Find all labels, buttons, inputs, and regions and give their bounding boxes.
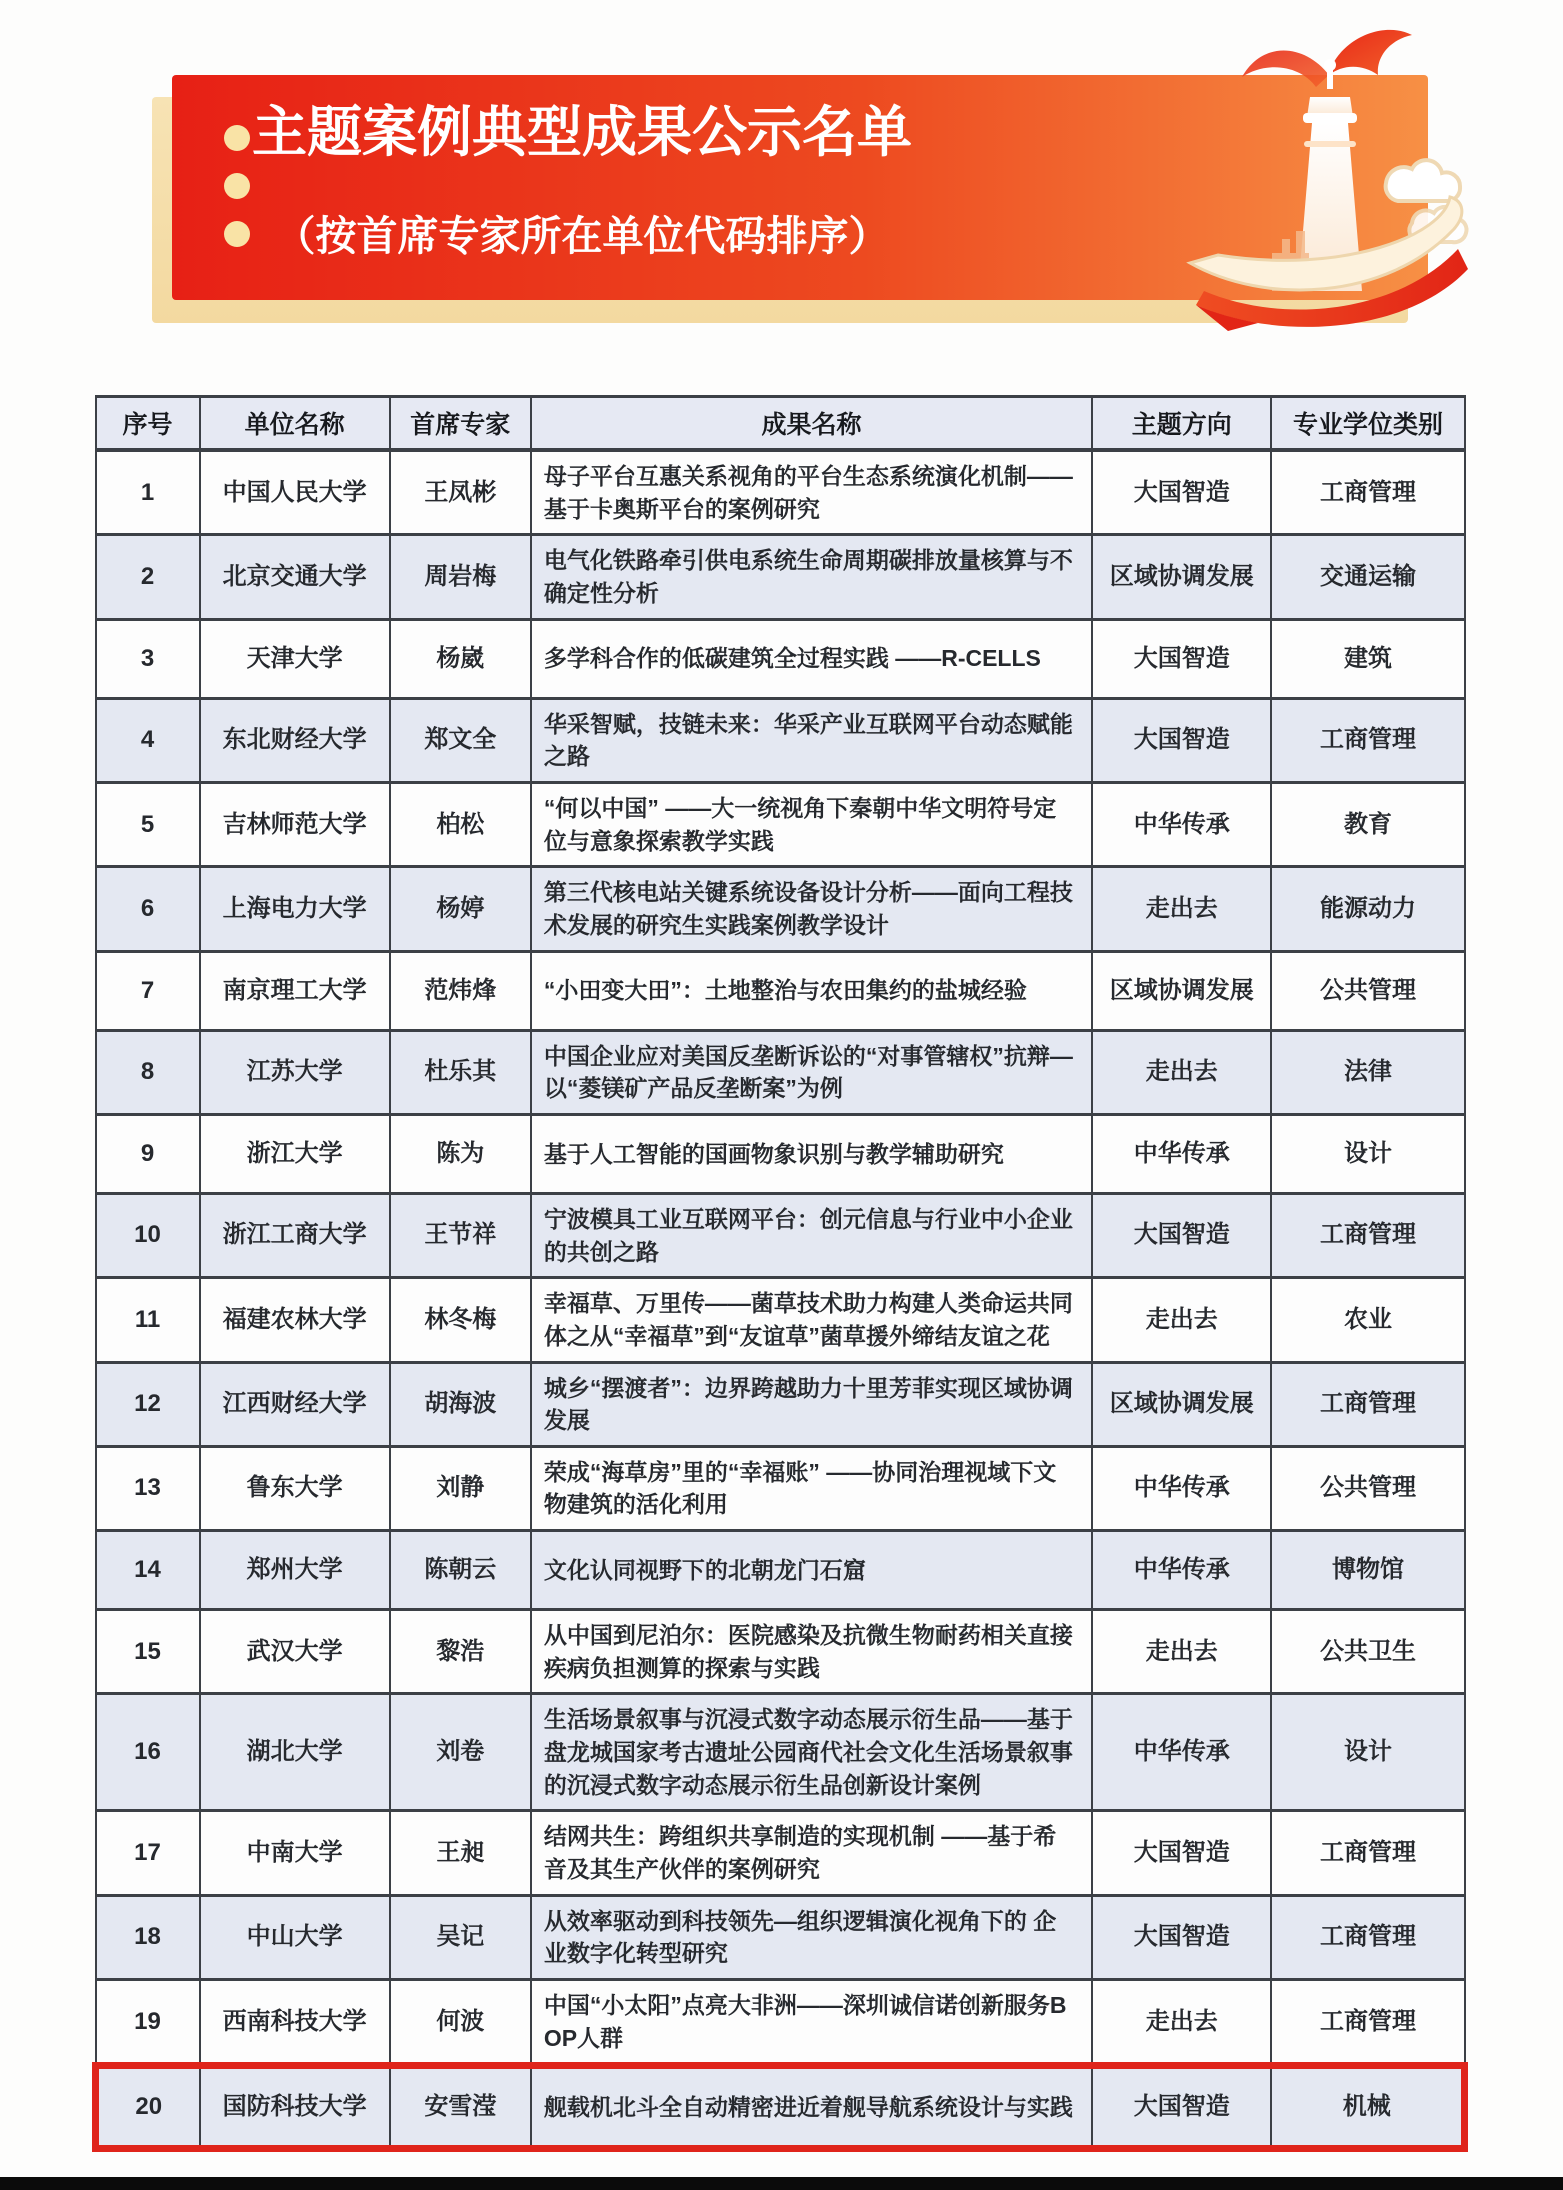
table-row [96,1278,1465,1362]
cell-expert: 王昶 [390,1811,531,1895]
cell-expert: 吴记 [390,1895,531,1979]
cell-achievement: 母子平台互惠关系视角的平台生态系统演化机制——基于卡奥斯平台的案例研究 [531,450,1092,535]
col-header-no: 序号 [96,397,200,451]
table-header-row [96,397,1465,451]
cell-no: 9 [96,1114,200,1193]
cell-unit: 郑州大学 [200,1531,390,1610]
table-body [96,450,1465,2149]
cell-degree: 能源动力 [1271,867,1464,951]
cell-achievement: 电气化铁路牵引供电系统生命周期碳排放量核算与不确定性分析 [531,535,1092,619]
cell-unit: 东北财经大学 [200,698,390,782]
cell-expert: 陈朝云 [390,1531,531,1610]
table-row [96,535,1465,619]
cell-theme: 大国智造 [1092,1895,1271,1979]
cell-expert: 安雪滢 [390,2066,531,2149]
cell-no: 13 [96,1446,200,1530]
table-row [96,619,1465,698]
cell-expert: 杜乐其 [390,1030,531,1114]
cell-no: 17 [96,1811,200,1895]
cell-degree: 公共管理 [1271,951,1464,1030]
col-header-achievement: 成果名称 [531,397,1092,451]
cell-unit: 北京交通大学 [200,535,390,619]
col-header-expert: 首席专家 [390,397,531,451]
cell-degree: 法律 [1271,1030,1464,1114]
cell-expert: 周岩梅 [390,535,531,619]
cell-theme: 中华传承 [1092,1531,1271,1610]
cell-unit: 浙江大学 [200,1114,390,1193]
cell-unit: 中南大学 [200,1811,390,1895]
bottom-black-bar [0,2177,1563,2190]
cell-expert: 刘卷 [390,1694,531,1811]
cell-degree: 农业 [1271,1278,1464,1362]
table-row [96,2066,1465,2149]
cell-no: 10 [96,1193,200,1277]
cell-achievement: 文化认同视野下的北朝龙门石窟 [531,1531,1092,1610]
cell-theme: 大国智造 [1092,450,1271,535]
cell-expert: 刘静 [390,1446,531,1530]
cell-unit: 中山大学 [200,1895,390,1979]
cell-degree: 工商管理 [1271,698,1464,782]
banner-text [232,75,932,300]
cell-expert: 杨婷 [390,867,531,951]
cell-unit: 西南科技大学 [200,1980,390,2066]
cell-no: 18 [96,1895,200,1979]
cell-expert: 杨崴 [390,619,531,698]
table-row [96,698,1465,782]
page-subtitle: （按首席专家所在单位代码排序） [274,213,890,259]
cell-expert: 范炜烽 [390,951,531,1030]
cell-unit: 鲁东大学 [200,1446,390,1530]
cell-no: 16 [96,1694,200,1811]
cell-achievement: “小田变大田”：土地整治与农田集约的盐城经验 [531,951,1092,1030]
cell-theme: 区域协调发展 [1092,535,1271,619]
cell-unit: 中国人民大学 [200,450,390,535]
table-row [96,1030,1465,1114]
table-row [96,1895,1465,1979]
cell-no: 14 [96,1531,200,1610]
cell-achievement: 华采智赋，技链未来：华采产业互联网平台动态赋能之路 [531,698,1092,782]
cell-expert: 黎浩 [390,1610,531,1694]
cell-degree: 工商管理 [1271,1193,1464,1277]
cell-no: 7 [96,951,200,1030]
cell-achievement: 多学科合作的低碳建筑全过程实践 ——R-CELLS [531,619,1092,698]
cell-theme: 区域协调发展 [1092,951,1271,1030]
col-header-theme: 主题方向 [1092,397,1271,451]
title-banner [152,75,1428,325]
cell-theme: 大国智造 [1092,698,1271,782]
cell-theme: 走出去 [1092,867,1271,951]
cell-no: 11 [96,1278,200,1362]
cell-degree: 博物馆 [1271,1531,1464,1610]
cell-achievement: 基于人工智能的国画物象识别与教学辅助研究 [531,1114,1092,1193]
cell-achievement: 从效率驱动到科技领先—组织逻辑演化视角下的 企业数字化转型研究 [531,1895,1092,1979]
cell-degree: 设计 [1271,1114,1464,1193]
col-header-degree: 专业学位类别 [1271,397,1464,451]
cell-unit: 江苏大学 [200,1030,390,1114]
cell-no: 2 [96,535,200,619]
table-row [96,1610,1465,1694]
banner [172,75,1428,300]
lighthouse-illustration-icon [1154,13,1494,348]
cell-achievement: “何以中国” ——大一统视角下秦朝中华文明符号定位与意象探索教学实践 [531,782,1092,866]
cell-achievement: 从中国到尼泊尔：医院感染及抗微生物耐药相关直接疾病负担测算的探索与实践 [531,1610,1092,1694]
cell-unit: 江西财经大学 [200,1362,390,1446]
col-header-unit: 单位名称 [200,397,390,451]
table-row [96,782,1465,866]
cell-degree: 教育 [1271,782,1464,866]
table-row [96,1193,1465,1277]
cell-unit: 国防科技大学 [200,2066,390,2149]
cell-achievement: 宁波模具工业互联网平台：创元信息与行业中小企业的共创之路 [531,1193,1092,1277]
cell-no: 15 [96,1610,200,1694]
table-row [96,951,1465,1030]
cell-no: 19 [96,1980,200,2066]
cell-expert: 何波 [390,1980,531,2066]
cell-unit: 上海电力大学 [200,867,390,951]
cell-unit: 湖北大学 [200,1694,390,1811]
cell-expert: 林冬梅 [390,1278,531,1362]
cell-theme: 中华传承 [1092,1446,1271,1530]
cell-degree: 公共管理 [1271,1446,1464,1530]
table-row [96,1446,1465,1530]
cell-achievement: 舰载机北斗全自动精密进近着舰导航系统设计与实践 [531,2066,1092,2149]
cell-unit: 吉林师范大学 [200,782,390,866]
cell-achievement: 中国“小太阳”点亮大非洲——深圳诚信诺创新服务BOP人群 [531,1980,1092,2066]
cell-degree: 工商管理 [1271,450,1464,535]
cell-theme: 走出去 [1092,1278,1271,1362]
cell-theme: 中华传承 [1092,782,1271,866]
cell-theme: 中华传承 [1092,1114,1271,1193]
cell-degree: 工商管理 [1271,1362,1464,1446]
table-row [96,450,1465,535]
cell-no: 12 [96,1362,200,1446]
cell-degree: 工商管理 [1271,1895,1464,1979]
cell-theme: 走出去 [1092,1610,1271,1694]
cell-degree: 机械 [1271,2066,1464,2149]
cell-no: 1 [96,450,200,535]
table-row [96,1114,1465,1193]
cell-achievement: 城乡“摆渡者”：边界跨越助力十里芳菲实现区域协调发展 [531,1362,1092,1446]
cell-degree: 设计 [1271,1694,1464,1811]
cell-achievement: 荣成“海草房”里的“幸福账” ——协同治理视域下文物建筑的活化利用 [531,1446,1092,1530]
cell-unit: 浙江工商大学 [200,1193,390,1277]
cell-theme: 大国智造 [1092,1811,1271,1895]
cell-degree: 公共卫生 [1271,1610,1464,1694]
cell-expert: 柏松 [390,782,531,866]
table-row [96,1531,1465,1610]
cell-achievement: 结网共生：跨组织共享制造的实现机制 ——基于希音及其生产伙伴的案例研究 [531,1811,1092,1895]
cell-unit: 天津大学 [200,619,390,698]
cell-theme: 中华传承 [1092,1694,1271,1811]
cell-unit: 南京理工大学 [200,951,390,1030]
cell-theme: 大国智造 [1092,2066,1271,2149]
table-row [96,1980,1465,2066]
cell-achievement: 生活场景叙事与沉浸式数字动态展示衍生品——基于盘龙城国家考古遗址公园商代社会文化生活场景叙事的沉浸式数字动态展示衍生品创新设计案例 [531,1694,1092,1811]
cell-degree: 工商管理 [1271,1980,1464,2066]
cell-unit: 福建农林大学 [200,1278,390,1362]
table-row [96,1362,1465,1446]
cell-theme: 走出去 [1092,1980,1271,2066]
cell-expert: 胡海波 [390,1362,531,1446]
cell-theme: 大国智造 [1092,1193,1271,1277]
cell-theme: 区域协调发展 [1092,1362,1271,1446]
cell-achievement: 第三代核电站关键系统设备设计分析——面向工程技术发展的研究生实践案例教学设计 [531,867,1092,951]
table-row [96,867,1465,951]
cell-theme: 走出去 [1092,1030,1271,1114]
cell-expert: 王凤彬 [390,450,531,535]
cell-expert: 陈为 [390,1114,531,1193]
results-table [92,395,1468,2152]
cell-unit: 武汉大学 [200,1610,390,1694]
results-table-area [92,395,1468,2152]
cell-no: 8 [96,1030,200,1114]
cell-no: 4 [96,698,200,782]
cell-no: 5 [96,782,200,866]
cell-degree: 交通运输 [1271,535,1464,619]
cell-no: 20 [96,2066,200,2149]
cell-achievement: 幸福草、万里传——菌草技术助力构建人类命运共同体之从“幸福草”到“友谊草”菌草援外缔结友谊之花 [531,1278,1092,1362]
cell-degree: 工商管理 [1271,1811,1464,1895]
table-row [96,1811,1465,1895]
cell-expert: 郑文全 [390,698,531,782]
page-title: 主题案例典型成果公示名单 [251,101,912,163]
cell-theme: 大国智造 [1092,619,1271,698]
cell-no: 6 [96,867,200,951]
cell-expert: 王节祥 [390,1193,531,1277]
cell-no: 3 [96,619,200,698]
table-row [96,1694,1465,1811]
cell-degree: 建筑 [1271,619,1464,698]
cell-achievement: 中国企业应对美国反垄断诉讼的“对事管辖权”抗辩—以“菱镁矿产品反垄断案”为例 [531,1030,1092,1114]
